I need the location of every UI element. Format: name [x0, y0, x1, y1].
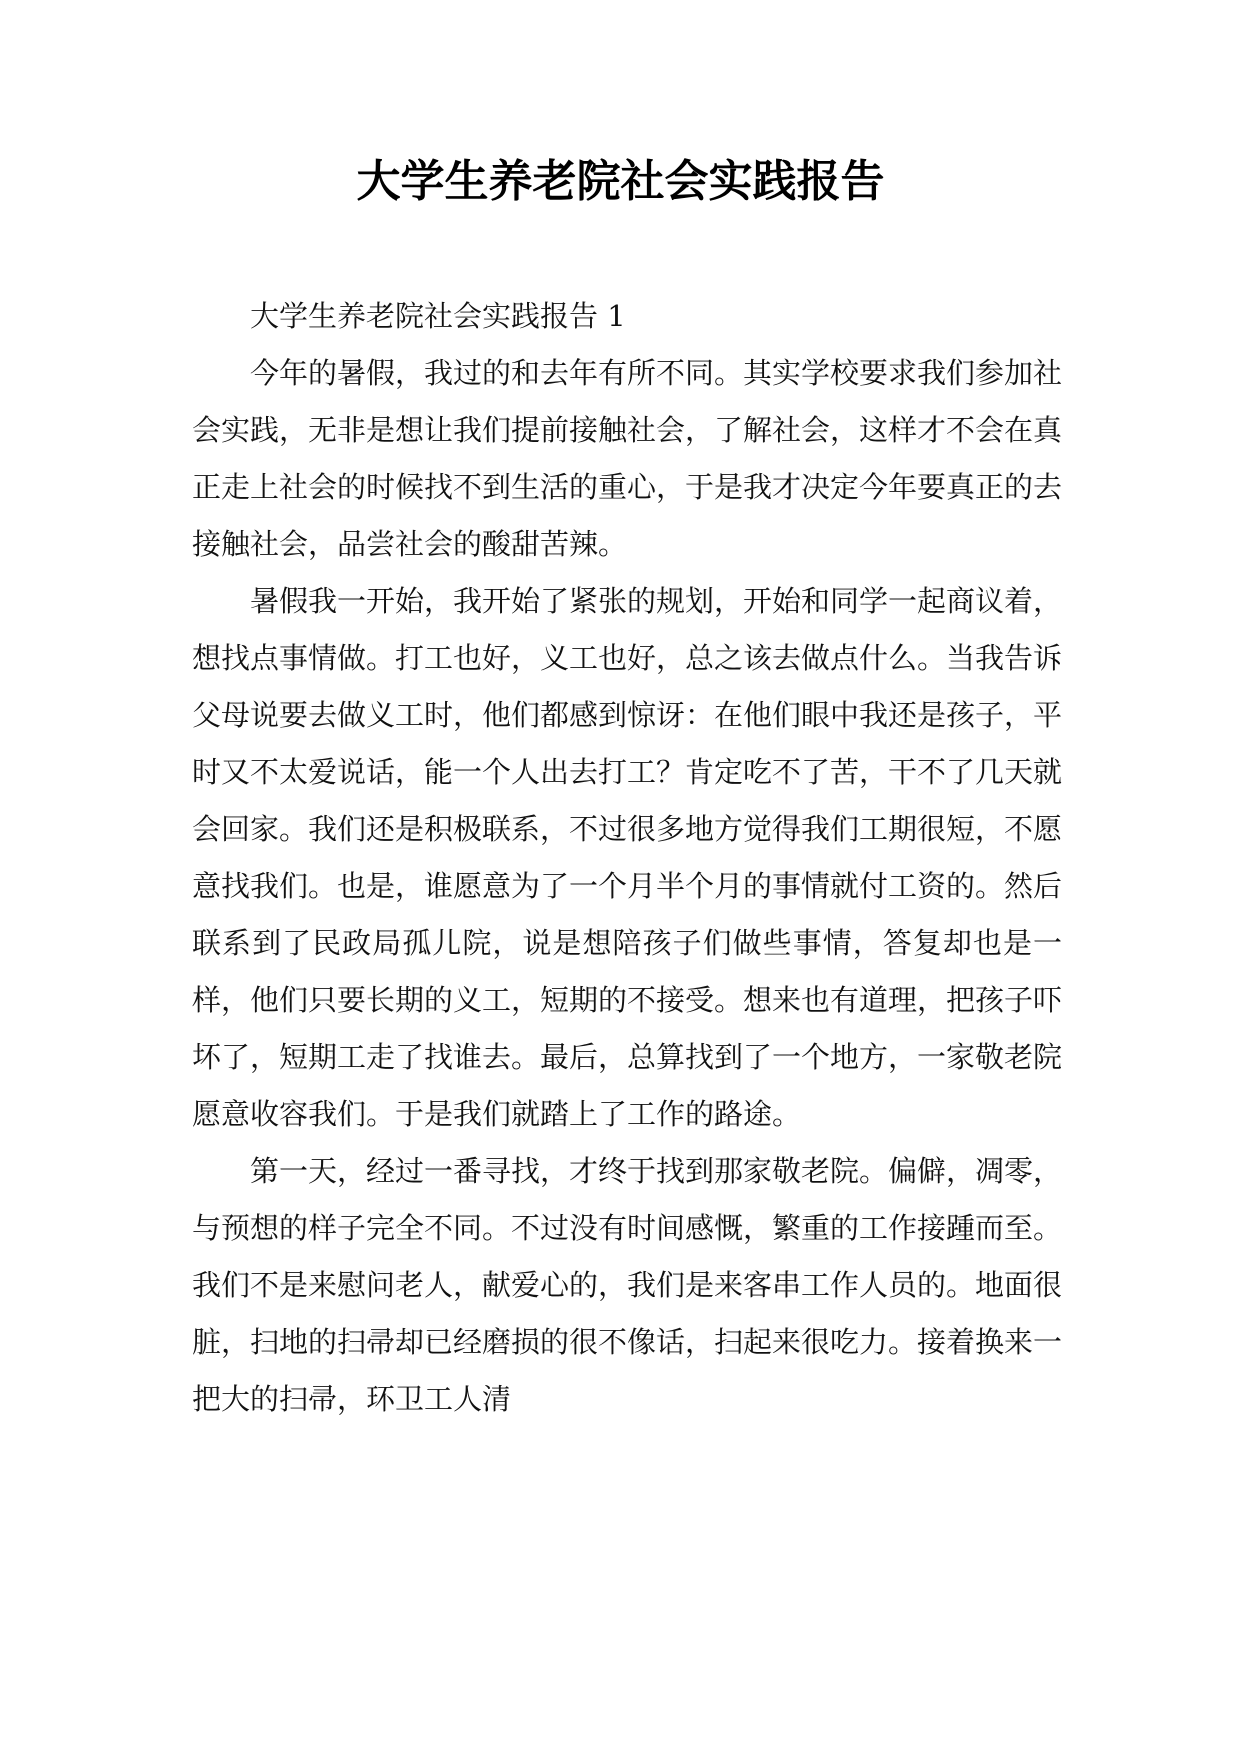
- section-heading: 大学生养老院社会实践报告 1: [250, 299, 626, 333]
- paragraph-2: 暑假我一开始，我开始了紧张的规划，开始和同学一起商议着，想找点事情做。打工也好，义工也好，总之该去做点什么。当我告诉父母说要去做义工时，他们都感到惊讶：在他们眼中我还是孩子，平时又不太爱说话，能一个人出去打工？肯定吃不了苦，干不了几天就会回家。我们还是积极联系，不过很多地方觉得我们工期很短，不愿意找我们。也是，谁愿意为了一个月半个月的事情就付工资的。然后联系到了民政局孤儿院，说是想陪孩子们做些事情，答复却也是一样，他们只要长期的义工，短期的不接受。想来也有道理，把孩子吓坏了，短期工走了找谁去。最后，总算找到了一个地方，一家敬老院愿意收容我们。于是我们就踏上了工作的路途。: [192, 584, 1063, 1131]
- document-body: [192, 288, 1062, 1428]
- paragraph-1: 今年的暑假，我过的和去年有所不同。其实学校要求我们参加社会实践，无非是想让我们提前接触社会，了解社会，这样才不会在真正走上社会的时候找不到生活的重心，于是我才决定今年要真正的去接触社会，品尝社会的酸甜苦辣。: [192, 356, 1063, 561]
- paragraph-3: 第一天，经过一番寻找，才终于找到那家敬老院。偏僻，凋零，与预想的样子完全不同。不过没有时间感慨，繁重的工作接踵而至。我们不是来慰问老人，献爱心的，我们是来客串工作人员的。地面很脏，扫地的扫帚却已经磨损的很不像话，扫起来很吃力。接着换来一把大的扫帚，环卫工人清: [192, 1154, 1063, 1416]
- document-title: 大学生养老院社会实践报告: [356, 156, 885, 207]
